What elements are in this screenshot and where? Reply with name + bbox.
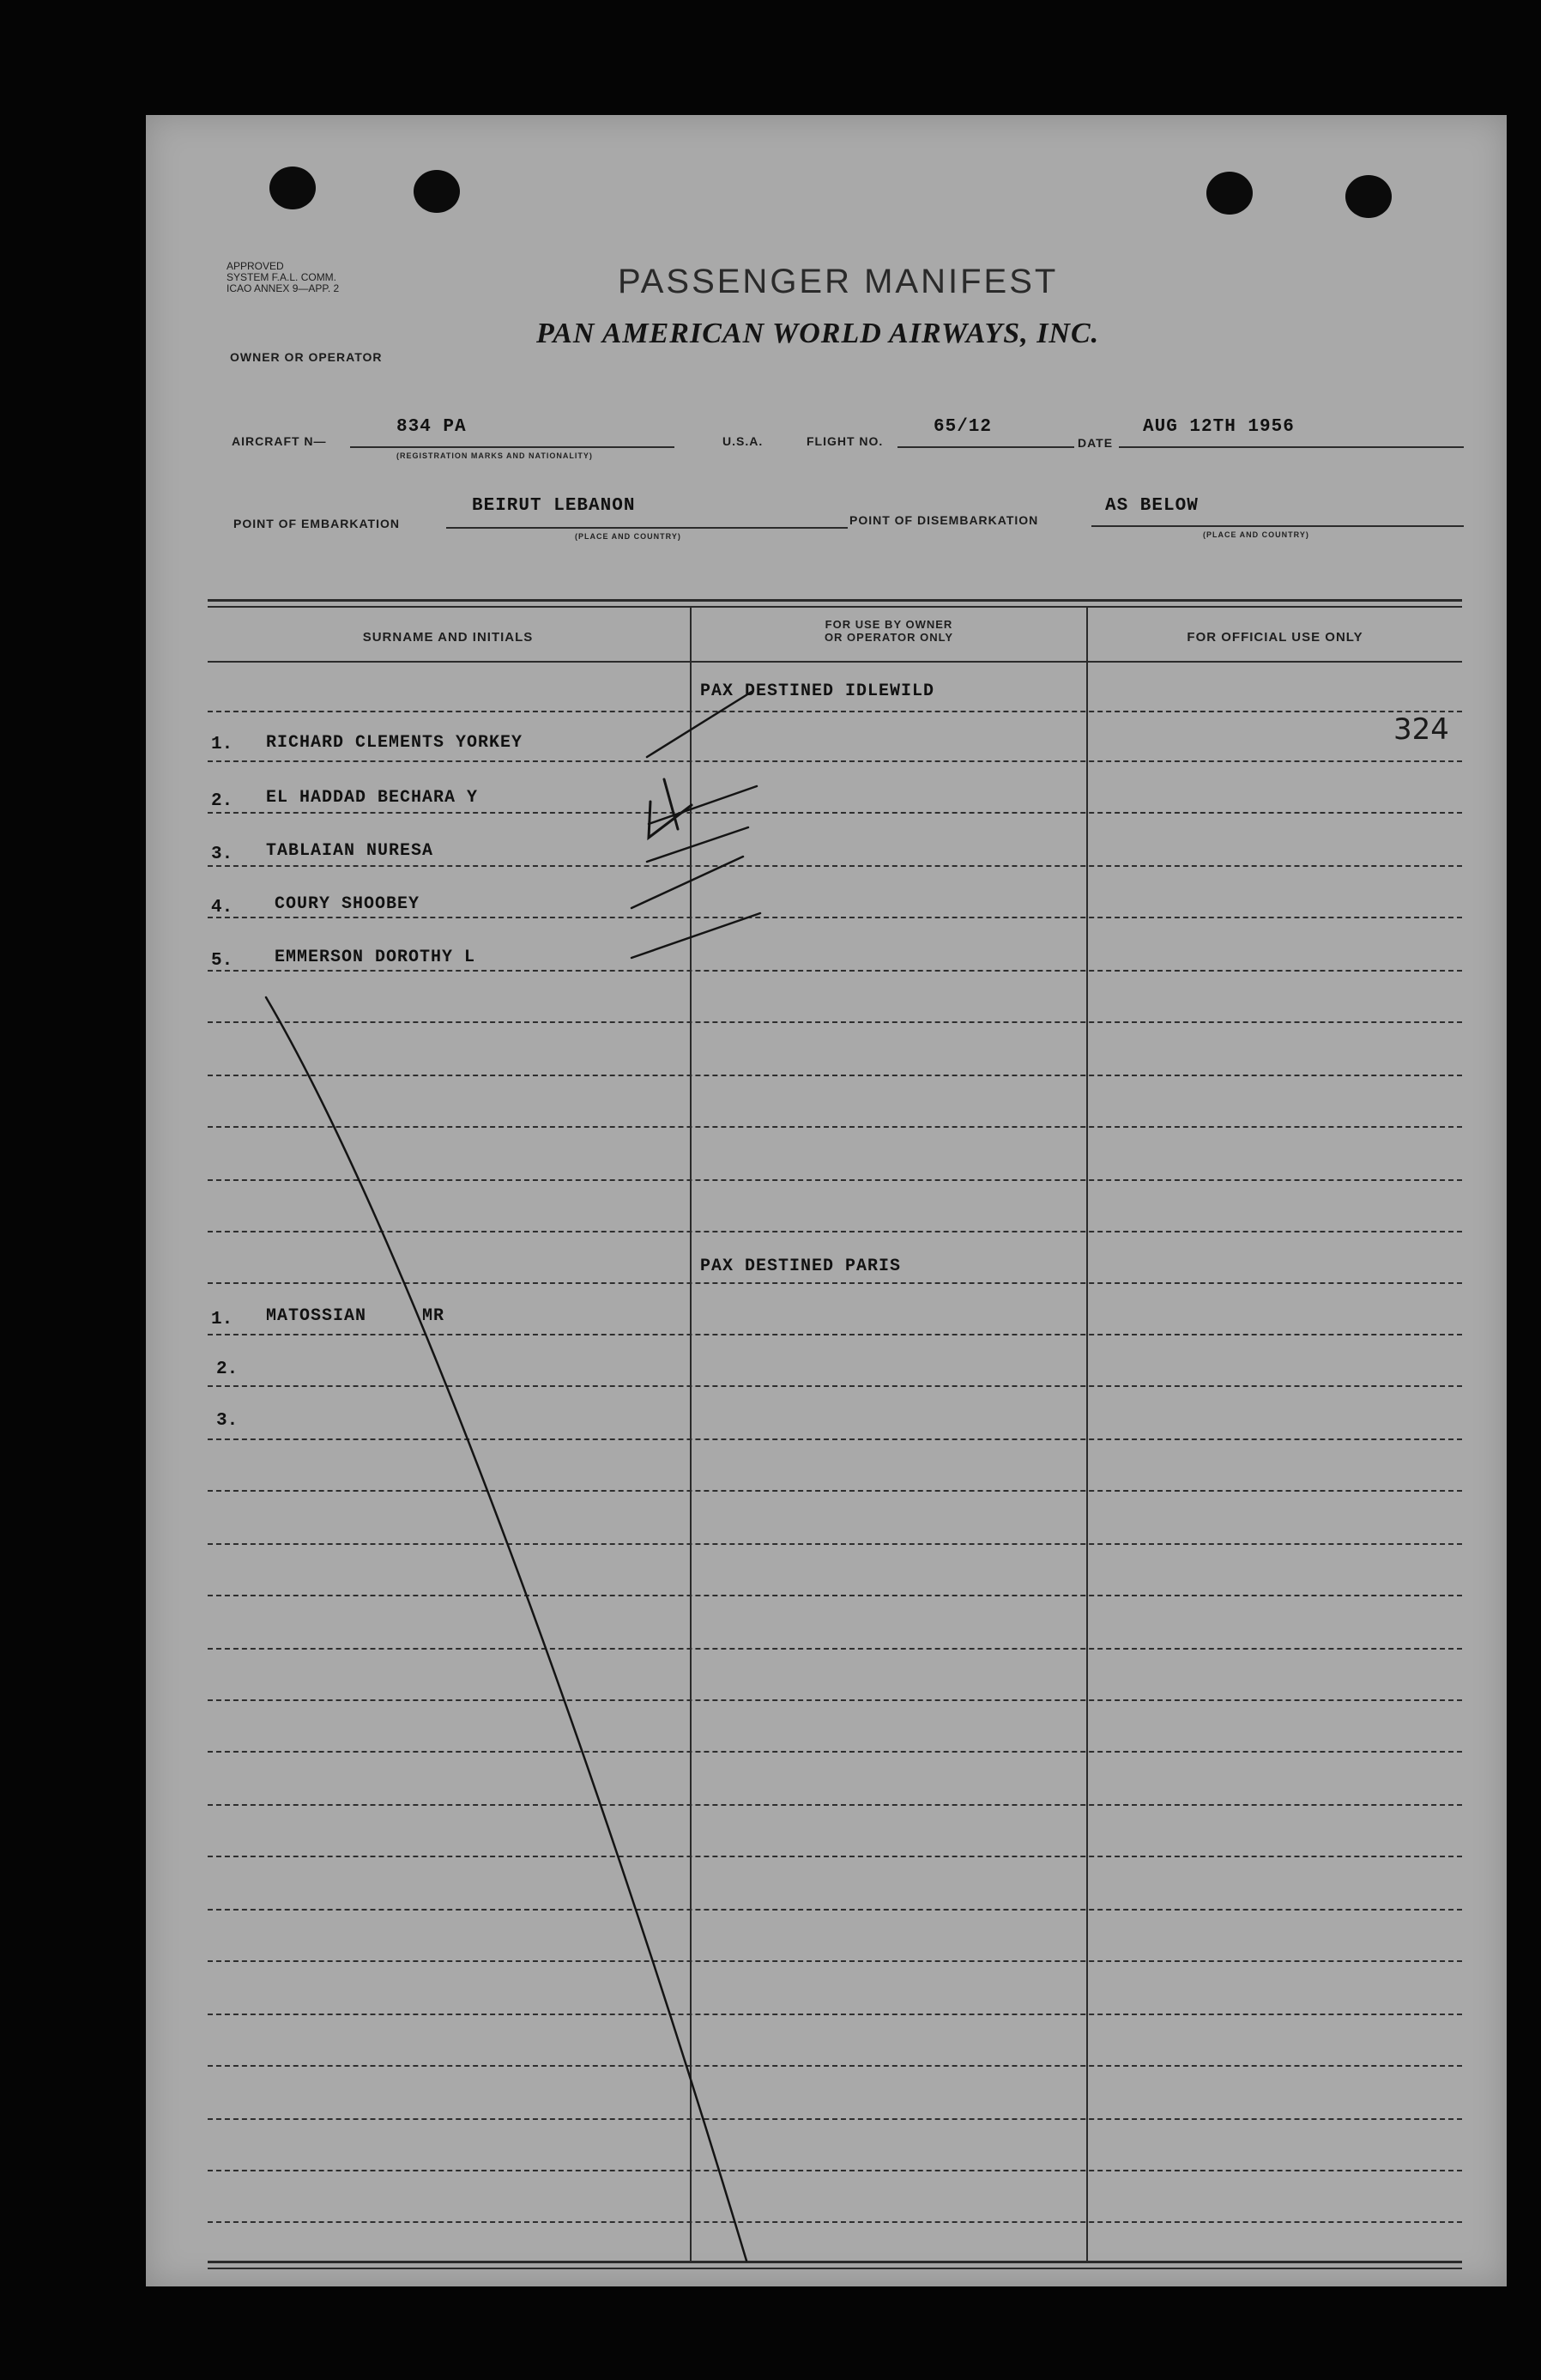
row-number: 1. [211, 1310, 233, 1329]
row-number: 2. [216, 1360, 239, 1379]
owner-label: OWNER OR OPERATOR [230, 350, 383, 364]
embarkation-label: POINT OF EMBARKATION [233, 517, 400, 530]
handwritten-marks [146, 115, 1507, 2286]
passenger-name: MATOSSIAN MR [266, 1306, 445, 1326]
check-stroke [649, 786, 757, 824]
row-number: 2. [211, 791, 233, 811]
check-stroke [647, 827, 748, 862]
passenger-name: RICHARD CLEMENTS YORKEY [266, 733, 523, 753]
passenger-name: TABLAIAN NURESA [266, 841, 434, 861]
official-use-number: 324 [1393, 712, 1449, 747]
aircraft-value: 834 PA [396, 417, 467, 437]
col-header-owner-use: FOR USE BY OWNER OR OPERATOR ONLY [824, 618, 954, 644]
group-heading: PAX DESTINED IDLEWILD [700, 681, 935, 701]
col-header-official-use: FOR OFFICIAL USE ONLY [1187, 630, 1363, 645]
page-title: PASSENGER MANIFEST [618, 263, 1059, 300]
diagonal-strike [266, 997, 746, 2261]
row-number: 5. [211, 951, 233, 971]
passenger-name: EL HADDAD BECHARA Y [266, 788, 479, 808]
row-number: 3. [211, 845, 233, 864]
date-label: DATE [1078, 436, 1114, 450]
embarkation-value: BEIRUT LEBANON [472, 496, 636, 516]
date-value: AUG 12TH 1956 [1143, 417, 1295, 437]
col-header-surname: SURNAME AND INITIALS [362, 630, 534, 645]
passenger-name: EMMERSON DOROTHY L [275, 948, 476, 967]
check-stroke [632, 913, 760, 958]
group-heading: PAX DESTINED PARIS [700, 1257, 902, 1276]
flight-label: FLIGHT NO. [807, 434, 884, 448]
airline-name: PAN AMERICAN WORLD AIRWAYS, INC. [536, 318, 1100, 349]
row-number: 1. [211, 735, 233, 754]
disembarkation-caption: (PLACE AND COUNTRY) [1203, 530, 1309, 539]
manifest-page [146, 115, 1507, 2286]
usa-label: U.S.A. [722, 434, 764, 448]
embarkation-caption: (PLACE AND COUNTRY) [575, 532, 681, 541]
flight-value: 65/12 [934, 417, 993, 437]
disembarkation-value: AS BELOW [1105, 496, 1199, 516]
passenger-name: COURY SHOOBEY [275, 894, 420, 914]
check-stroke [647, 692, 752, 757]
disembarkation-label: POINT OF DISEMBARKATION [849, 513, 1039, 527]
aircraft-label: AIRCRAFT N— [232, 434, 327, 448]
check-stroke [632, 857, 743, 908]
registration-caption: (REGISTRATION MARKS AND NATIONALITY) [396, 451, 593, 460]
approval-stamp: APPROVED SYSTEM F.A.L. COMM. ICAO ANNEX 9—APP. 2 [227, 260, 340, 294]
row-number: 4. [211, 898, 233, 917]
row-number: 3. [216, 1411, 239, 1431]
